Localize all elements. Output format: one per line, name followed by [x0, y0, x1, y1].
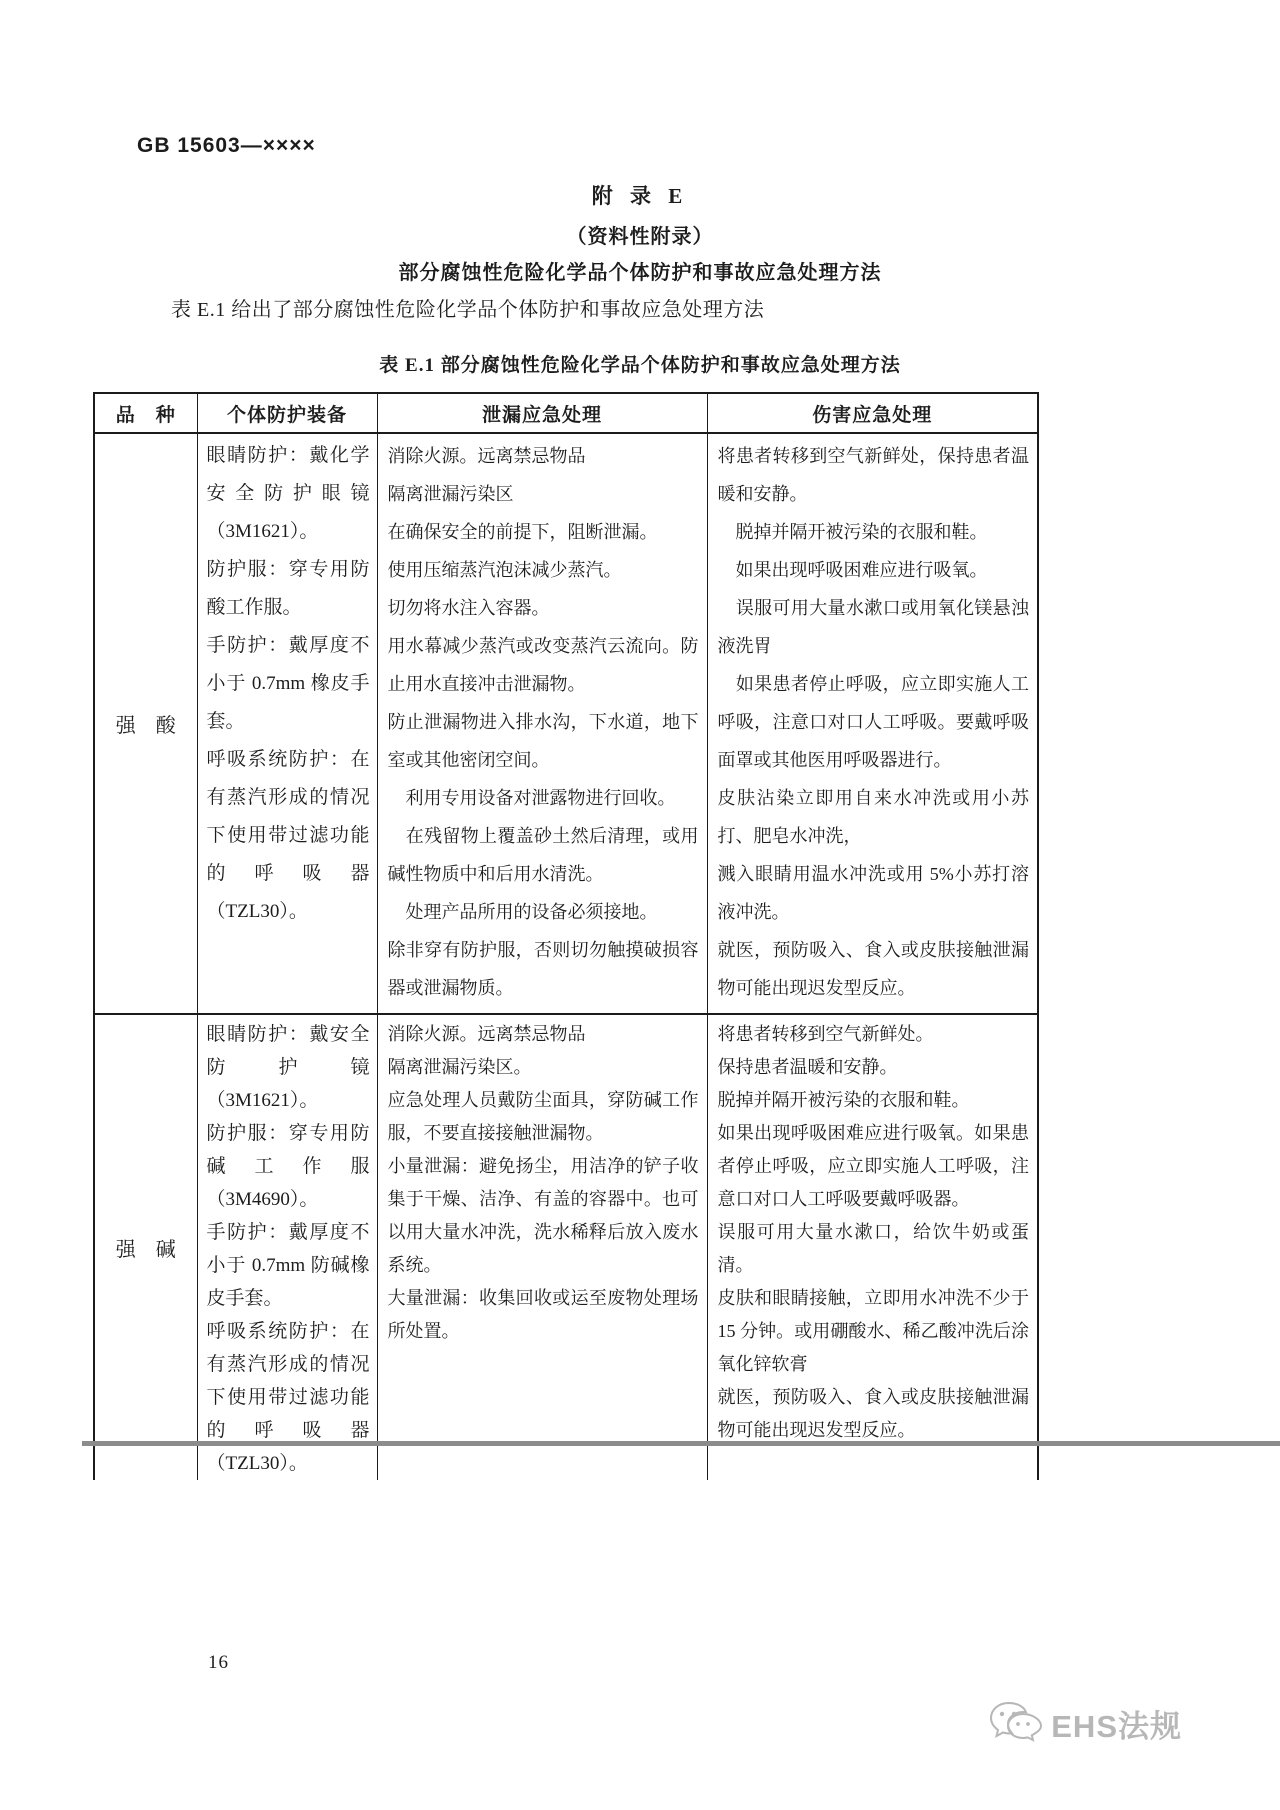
wechat-icon	[988, 1700, 1044, 1746]
protection-cell-strong-base	[197, 1014, 377, 1480]
paragraph: 处理产品所用的设备必须接地。	[387, 902, 658, 922]
paragraph: 手防护：戴厚度不小于 0.7mm 防碱橡皮手套。	[206, 1222, 370, 1309]
paragraph: 呼吸系统防护：在有蒸汽形成的情况下使用带过滤功能的呼吸器（TZL30）。	[206, 1321, 370, 1474]
paragraph: 眼睛防护：戴化学安全防护眼镜（3M1621）。	[206, 445, 370, 542]
paragraph: 小量泄漏：避免扬尘，用洁净的铲子收集于干燥、洁净、有盖的容器中。也可以用大量水冲洗，洗水稀释后放入废水系统。	[387, 1156, 699, 1275]
intro-paragraph: 表 E.1 给出了部分腐蚀性危险化学品个体防护和事故应急处理方法	[171, 299, 765, 321]
table-caption: 表 E.1 部分腐蚀性危险化学品个体防护和事故应急处理方法	[379, 355, 901, 376]
appendix-subtitle: （资料性附录）	[566, 226, 714, 248]
doc-number: GB 15603—××××	[137, 134, 316, 157]
species-cell-strong-base: 强 碱	[115, 1239, 176, 1261]
paragraph: 保持患者温暖和安静。	[717, 1057, 898, 1077]
col-header-leak-response: 泄漏应急处理	[377, 394, 707, 433]
table-e1	[93, 392, 1039, 1480]
paragraph: 应急处理人员戴防尘面具，穿防碱工作服，不要直接接触泄漏物。	[387, 1090, 699, 1143]
paragraph: 在残留物上覆盖砂土然后清理，或用碱性物质中和后用水清洗。	[387, 826, 699, 884]
paragraph: 就医，预防吸入、食入或皮肤接触泄漏物可能出现迟发型反应。	[717, 1387, 1029, 1440]
leak-response-cell-strong-acid	[377, 433, 707, 1014]
paragraph: 除非穿有防护服，否则切勿触摸破损容器或泄漏物质。	[387, 940, 699, 998]
paragraph: 如果患者停止呼吸，应立即实施人工呼吸，注意口对口人工呼吸。要戴呼吸面罩或其他医用呼吸器进行。	[717, 674, 1029, 770]
leak-response-cell-strong-base	[377, 1014, 707, 1480]
appendix-heading: 部分腐蚀性危险化学品个体防护和事故应急处理方法	[398, 262, 882, 284]
paragraph: 皮肤和眼睛接触，立即用水冲洗不少于 15 分钟。或用硼酸水、稀乙酸冲洗后涂氧化锌软膏	[717, 1288, 1034, 1374]
table-row-strong-acid	[95, 433, 1037, 1014]
injury-response-cell-strong-acid	[707, 433, 1037, 1014]
paragraph: 消除火源。远离禁忌物品	[387, 446, 586, 466]
paragraph: 消除火源。远离禁忌物品	[387, 1024, 586, 1044]
paragraph: 将患者转移到空气新鲜处，保持患者温暖和安静。	[717, 446, 1029, 504]
scan-artifact-line	[82, 1441, 1280, 1446]
paragraph: 在确保安全的前提下，阻断泄漏。	[387, 522, 658, 542]
col-header-species: 品 种	[95, 394, 197, 433]
paragraph: 用水幕减少蒸汽或改变蒸汽云流向。防止用水直接冲击泄漏物。	[387, 636, 699, 694]
paragraph: 脱掉并隔开被污染的衣服和鞋。	[717, 1090, 970, 1110]
paragraph: 就医，预防吸入、食入或皮肤接触泄漏物可能出现迟发型反应。	[717, 940, 1029, 998]
paragraph: 皮肤沾染立即用自来水冲洗或用小苏打、肥皂水冲洗，	[717, 788, 1029, 846]
paragraph: 溅入眼睛用温水冲洗或用 5%小苏打溶液冲洗。	[717, 864, 1029, 922]
paragraph: 防止泄漏物进入排水沟，下水道，地下室或其他密闭空间。	[387, 712, 699, 770]
paragraph: 误服可用大量水漱口，给饮牛奶或蛋清。	[717, 1222, 1029, 1275]
col-header-injury-response: 伤害应急处理	[707, 394, 1037, 433]
paragraph: 切勿将水注入容器。	[387, 598, 550, 618]
paragraph: 呼吸系统防护：在有蒸汽形成的情况下使用带过滤功能的呼吸器（TZL30）。	[206, 749, 370, 922]
watermark-text: EHS法规	[1051, 1708, 1182, 1744]
col-header-protection: 个体防护装备	[197, 394, 377, 433]
injury-response-cell-strong-base	[707, 1014, 1037, 1480]
watermark	[988, 1700, 1182, 1746]
table-row-strong-base	[95, 1014, 1037, 1480]
paragraph: 将患者转移到空气新鲜处。	[717, 1024, 934, 1044]
paragraph: 防护服：穿专用防碱工作服（3M4690）。	[206, 1123, 370, 1210]
paragraph: 如果出现呼吸困难应进行吸氧。如果患者停止呼吸，应立即实施人工呼吸，注意口对口人工呼吸要戴呼吸器。	[717, 1123, 1029, 1209]
paragraph: 隔离泄漏污染区	[387, 484, 514, 504]
paragraph: 手防护：戴厚度不小于 0.7mm 橡皮手套。	[206, 635, 370, 732]
paragraph: 脱掉并隔开被污染的衣服和鞋。	[717, 522, 988, 542]
species-cell-strong-acid: 强 酸	[95, 433, 197, 1014]
paragraph: 如果出现呼吸困难应进行吸氧。	[717, 560, 988, 580]
paragraph: 大量泄漏：收集回收或运至废物处理场所处置。	[387, 1288, 699, 1341]
paragraph: 眼睛防护：戴安全防护镜（3M1621）。	[206, 1024, 370, 1111]
protection-cell-strong-acid	[197, 433, 377, 1014]
paragraph: 防护服：穿专用防酸工作服。	[206, 559, 370, 618]
page-number: 16	[208, 1652, 229, 1673]
paragraph: 误服可用大量水漱口或用氧化镁悬浊液洗胃	[717, 598, 1029, 656]
appendix-title: 附 录 E	[591, 184, 689, 208]
paragraph: 使用压缩蒸汽泡沫减少蒸汽。	[387, 560, 622, 580]
paragraph: 利用专用设备对泄露物进行回收。	[387, 788, 676, 808]
table-header-row	[95, 394, 1037, 433]
paragraph: 隔离泄漏污染区。	[387, 1057, 532, 1077]
